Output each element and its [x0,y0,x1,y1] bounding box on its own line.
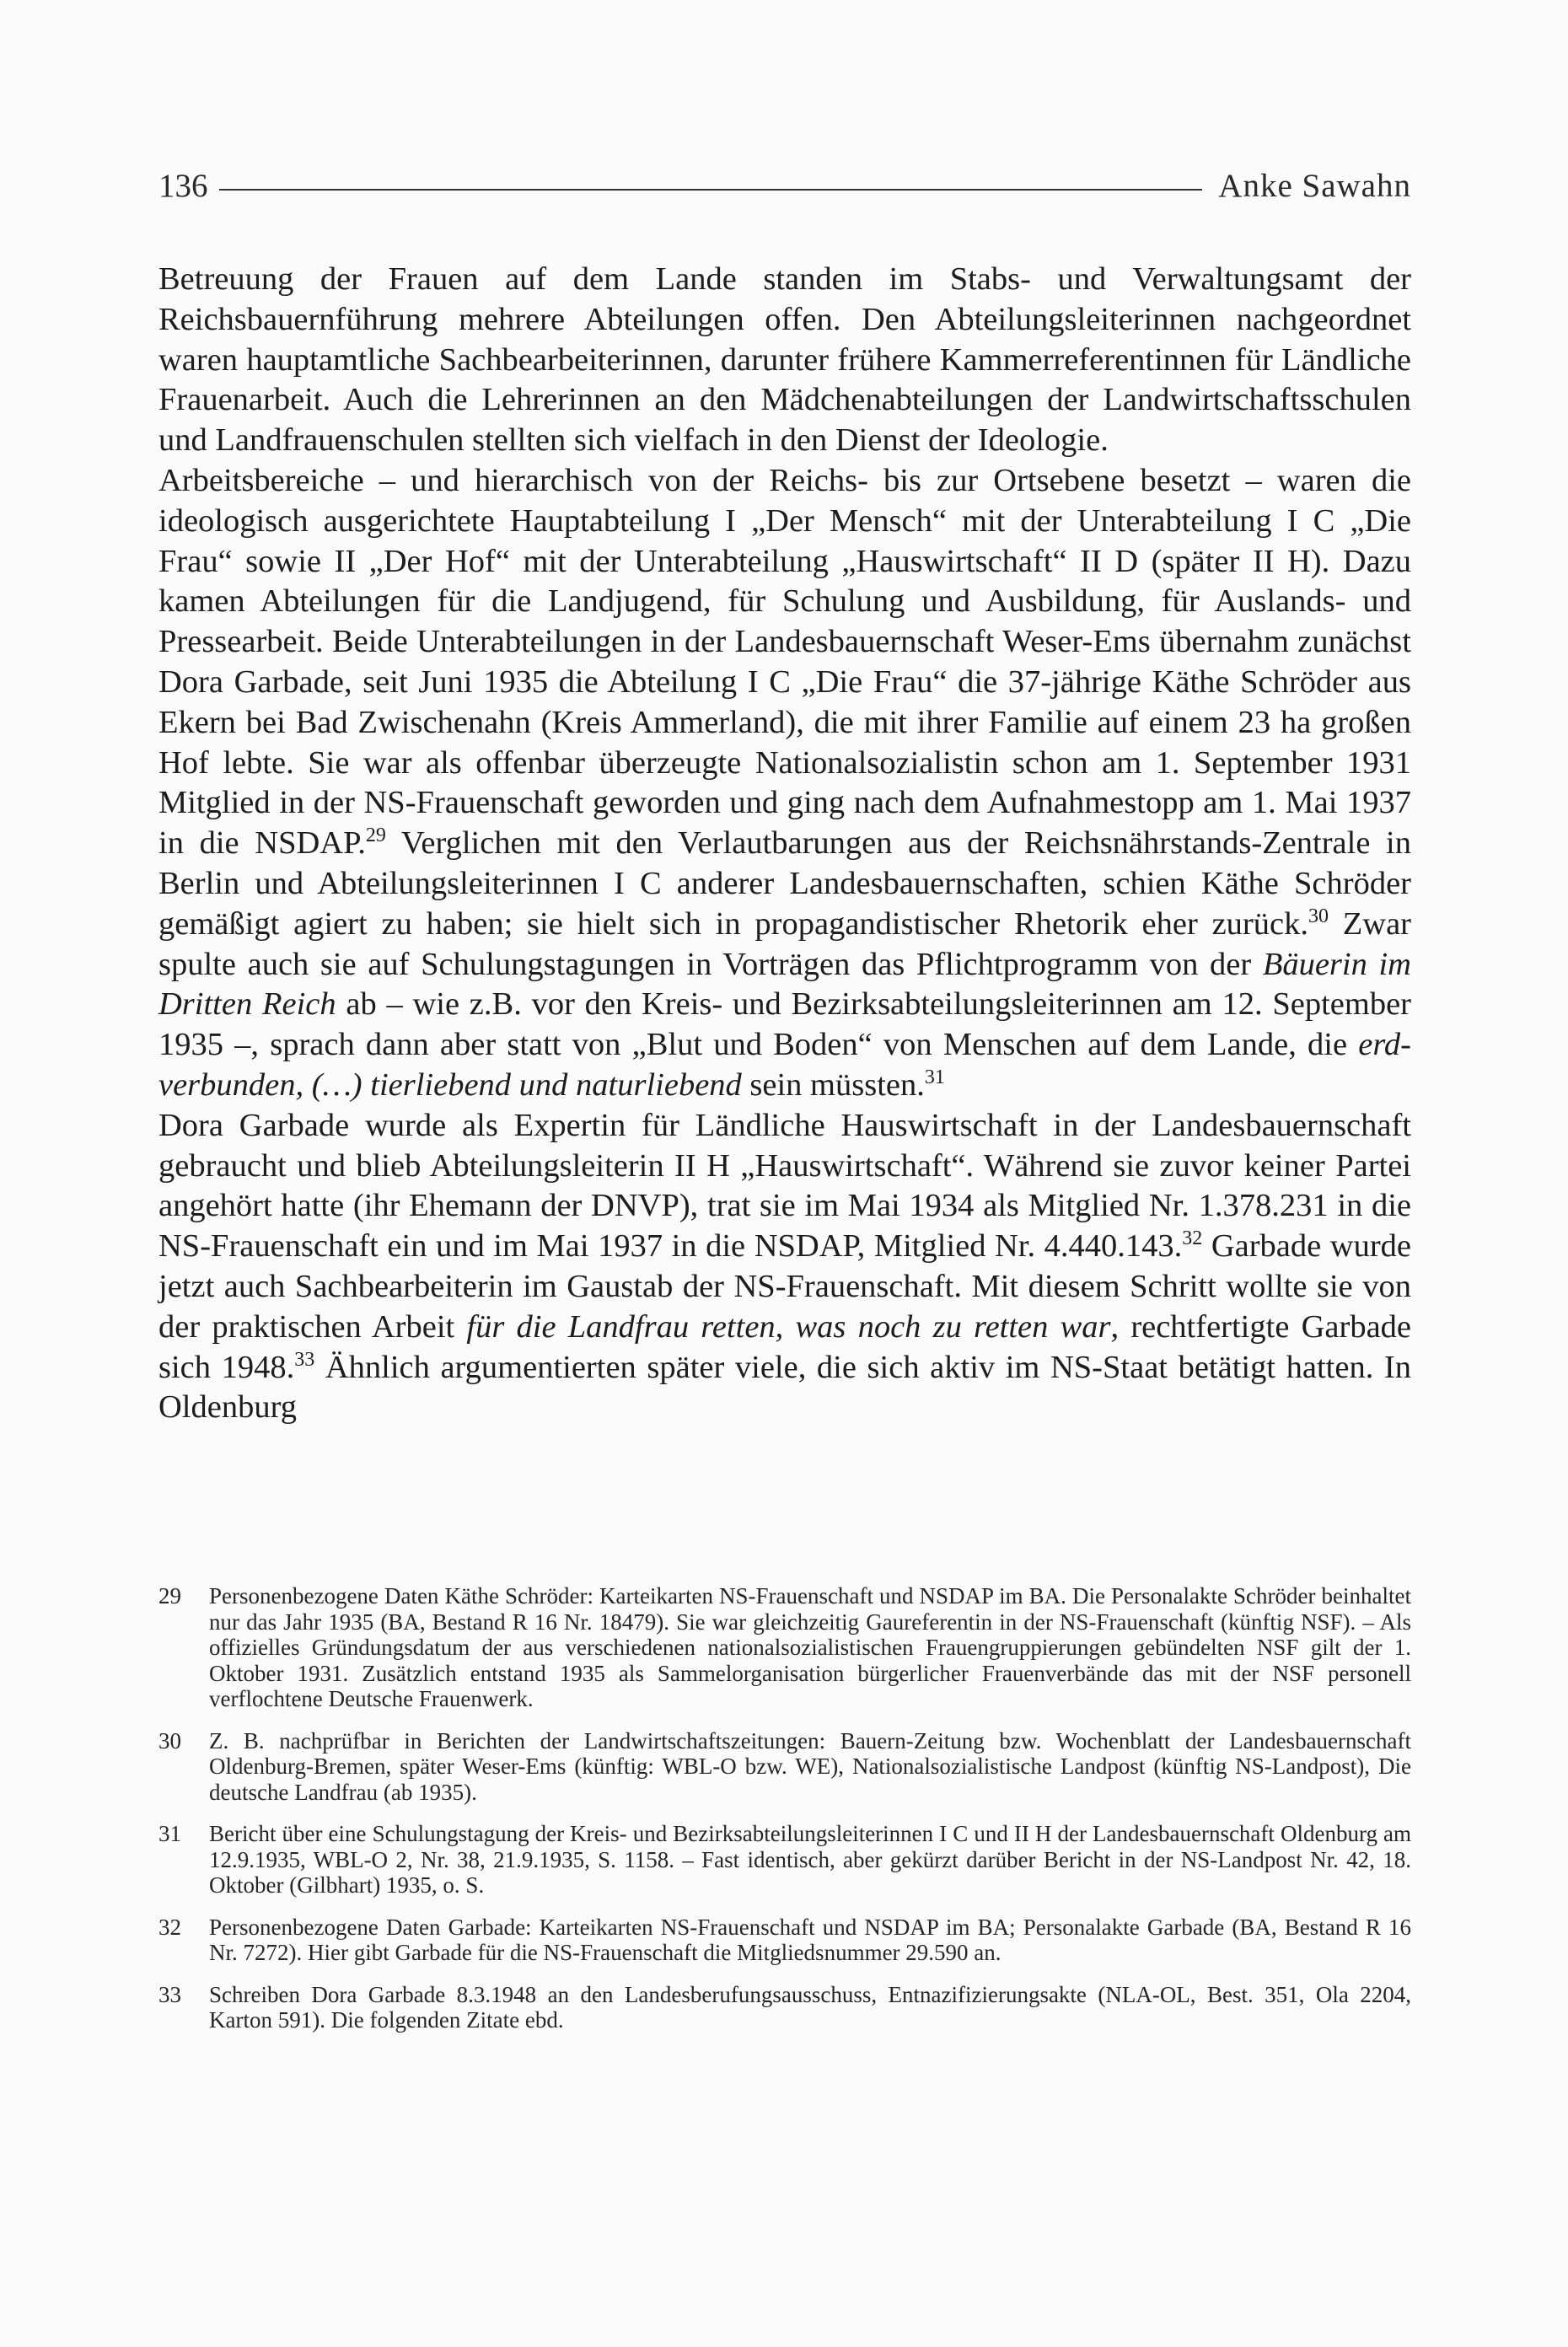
footnote-number: 33 [158,1981,181,2007]
text-run: sein müssten. [741,1066,925,1103]
text-run: Dora Garbade wurde als Expertin für Ländliche Hauswirtschaft in der Landesbauernschaft gebraucht und blieb Abteilungsleiterin II H „Hauswirtschaft“. Während sie zuvor keiner Partei angehört hatte (ihr Ehemann der DNVP), trat sie im Mai 1934 als Mitglied Nr. 1.378.231 in die NS-Frauenschaft ein und im Mai 1937 in die NSDAP, Mitglied Nr. 4.440.143. [158,1107,1411,1265]
text-run: Zwar spulte auch sie auf Schulungstagungen in Vorträgen das Pflichtprogramm von der [158,905,1411,982]
text-run: ab – wie z.B. vor den Kreis- und Bezirksabteilungsleiterinnen am 12. September 1935 –, sprach dann aber statt von „Blut und Boden“ von Menschen auf dem Lande, die [158,986,1411,1063]
footnote-number: 30 [158,1727,181,1754]
text-run: , rechtfertigte Garbade sich 1948. [158,1308,1411,1385]
header-rule [219,189,1202,191]
footnote-text: Personenbezogene Daten Garbade: Karteikarten NS-Frauenschaft und NSDAP im BA; Personalakte Garbade (BA, Bestand R 16 Nr. 7272). Hier gibt Garbade für die NS-Frauenschaft die Mitgliedsnummer 29.590 an. [209,1914,1411,1966]
body-paragraph [158,260,1411,461]
footnote [158,1915,1411,1966]
book-page [158,160,1411,2049]
footnote [158,1982,1411,2033]
footnote-text: Bericht über eine Schulungstagung der Kreis- und Bezirksabteilungsleiterinnen I C und II H der Landesbauernschaft Oldenburg am 12.9.1935, WBL-O 2, Nr. 38, 21.9.1935, S. 1158. – Fast identisch, aber gekürzt darüber Bericht in der NS-Landpost Nr. 42, 18. Oktober (Gilbhart) 1935, o. S. [209,1821,1411,1899]
body-text [158,260,1411,1428]
running-head [158,160,1411,211]
italic-quote: für die Landfrau retten, was noch zu retten war [466,1308,1111,1345]
text-run: Ähnlich argumentierten später viele, die sich aktiv im NS-Staat betätigt hatten. In Oldenburg [158,1349,1411,1426]
footnote-number: 32 [158,1914,181,1940]
italic-quote: erdverbunden, (…) tierliebend und naturliebend [158,1027,1411,1103]
footnotes [158,1583,1411,2033]
text-run: Verglichen mit den Verlautbarungen aus der Reichsnährstands-Zentrale in Berlin und Abteilungsleiterinnen I C anderer Landesbauernschaften, schien Käthe Schröder gemäßigt agiert zu haben; sie hielt sich in propagandistischer Rhetorik eher zurück. [158,825,1412,942]
footnote [158,1583,1411,1712]
footnote-text: Personenbezogene Daten Käthe Schröder: Karteikarten NS-Frauenschaft und NSDAP im BA. Die Personalakte Schröder beinhaltet nur das Jahr 1935 (BA, Bestand R 16 Nr. 18479). Sie war gleichzeitig Gaureferentin in der NS-Frauenschaft (künftig NSF). – Als offizielles Gründungsdatum der aus verschiedenen nationalsozialistischen Frauengruppierungen gebündelten NSF gilt der 1. Oktober 1931. Zusätzlich entstand 1935 als Sammelorganisation bürgerlicher Frauenverbände das mit der NSF personell verflochtene Deutsche Frauenwerk. [209,1583,1411,1712]
footnote-reference: 31 [924,1066,945,1089]
footnote-reference: 29 [365,824,386,847]
running-head-author: Anke Sawahn [1218,168,1411,204]
footnote-number: 31 [158,1821,181,1847]
footnote-text: Z. B. nachprüfbar in Berichten der Landwirtschaftszeitungen: Bauern-Zeitung bzw. Wochenblatt der Landesbauernschaft Oldenburg-Bremen, später Weser-Ems (künftig: WBL-O bzw. WE), Nationalsozialistische Landpost (künftig NS-Landpost), Die deutsche Landfrau (ab 1935). [209,1727,1411,1805]
footnote [158,1728,1411,1806]
text-run: Arbeitsbereiche – und hierarchisch von der Reichs- bis zur Ortsebene besetzt – waren die ideologisch ausgerichtete Hauptabteilung I „Der Mensch“ mit der Unterabteilung I C „Die Frau“ sowie II „Der Hof“ mit der Unterabteilung „Hauswirtschaft“ II D (später II H). Dazu kamen Abteilungen für die Landjugend, für Schulung und Ausbildung, für Auslands- und Pressearbeit. Beide Unterabteilungen in der Landesbauernschaft Weser-Ems übernahm zunächst Dora Garbade, seit Juni 1935 die Abteilung I C „Die Frau“ die 37-jährige Käthe Schröder aus Ekern bei Bad Zwischenahn (Kreis Ammerland), die mit ihrer Familie auf einem 23 ha großen Hof lebte. Sie war als offenbar überzeugte Nationalsozialistin schon am 1. September 1931 Mitglied in der NS-Frauenschaft geworden und ging nach dem Aufnahmestopp am 1. Mai 1937 in die NSDAP. [158,462,1411,862]
footnote-reference: 33 [294,1348,315,1371]
footnote-reference: 30 [1308,905,1329,927]
italic-quote: Bäuerin im Dritten Reich [158,946,1411,1023]
footnote-text: Schreiben Dora Garbade 8.3.1948 an den Landesberufungsausschuss, Entnazifizierungsakte (NLA-OL, Best. 351, Ola 2204, Karton 591). Die folgenden Zitate ebd. [209,1981,1411,2033]
body-paragraph [158,461,1411,1106]
footnote-number: 29 [158,1583,181,1609]
page-number: 136 [158,168,208,204]
footnote-reference: 32 [1182,1227,1203,1250]
body-paragraph [158,1106,1411,1428]
footnote [158,1821,1411,1899]
text-run: Garbade wurde jetzt auch Sachbearbeiterin im Gaustab der NS-Frauenschaft. Mit diesem Schritt wollte sie von der praktischen Arbeit [158,1228,1411,1345]
text-run: Betreuung der Frauen auf dem Lande standen im Stabs- und Verwaltungsamt der Reichsbauernführung mehrere Abteilungen offen. Den Abteilungsleiterinnen nachgeordnet waren hauptamtliche Sachbearbeiterinnen, darunter frühere Kammerreferentinnen für Ländliche Frauenarbeit. Auch die Lehrerinnen an den Mädchenabteilungen der Landwirtschaftsschulen und Landfrauenschulen stellten sich vielfach in den Dienst der Ideologie. [158,261,1411,459]
